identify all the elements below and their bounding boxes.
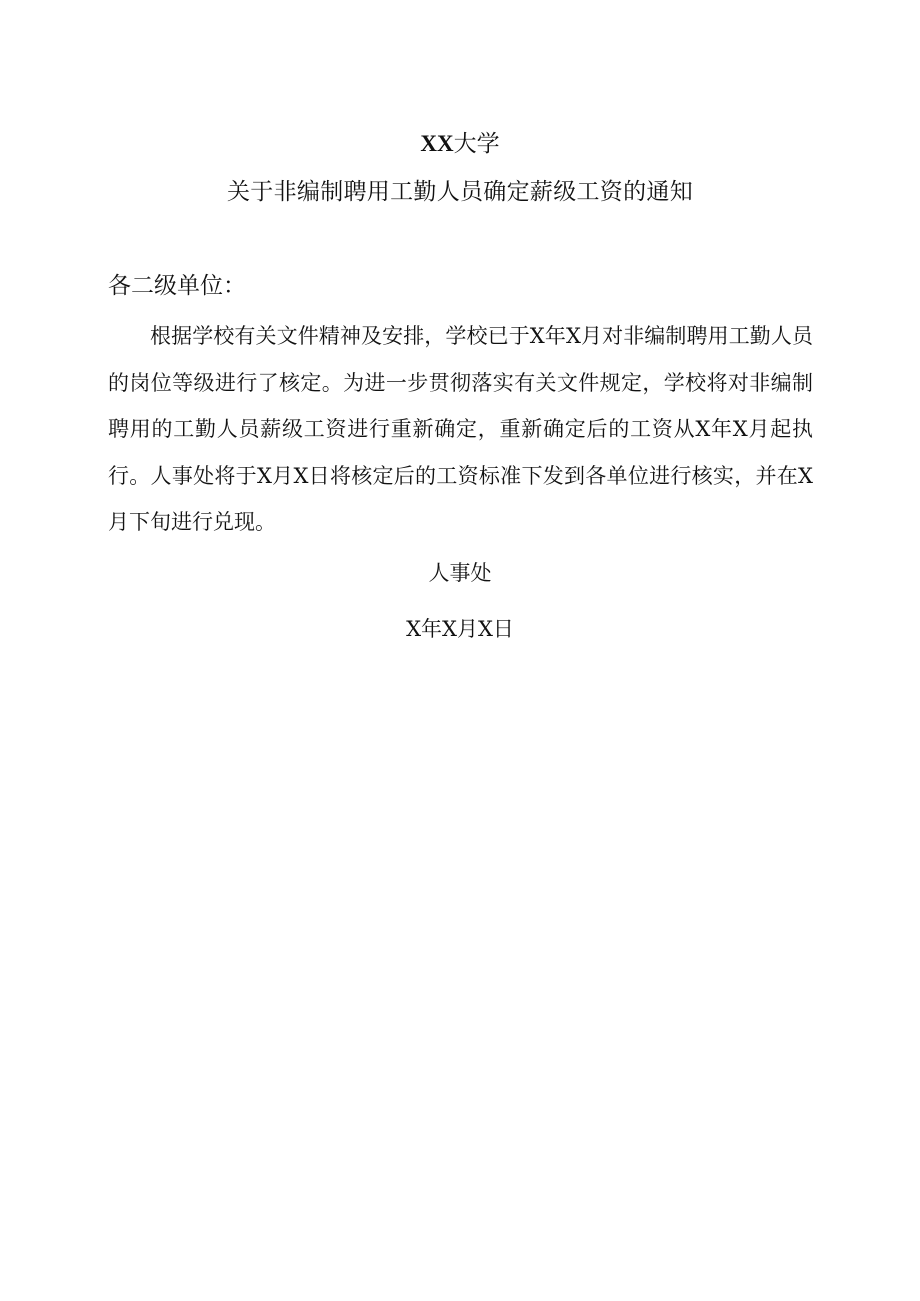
notice-body-paragraph: 根据学校有关文件精神及安排，学校已于X年X月对非编制聘用工勤人员的岗位等级进行了核定。为进一步贯彻落实有关文件规定，学校将对非编制聘用的工勤人员薪级工资进行重新确定，重新确定后的工资从X年X月起执行。人事处将于X月X日将核定后的工资标准下发到各单位进行核实，并在X月下旬进行兑现。 xyxy=(108,324,813,534)
signature-date: X年X月X日 xyxy=(406,617,514,641)
document-university-title xyxy=(0,126,920,162)
university-name-suffix: 大学 xyxy=(453,131,500,157)
signature-department: 人事处 xyxy=(428,561,492,585)
salutation: 各二级单位： xyxy=(108,273,246,299)
notice-title: 关于非编制聘用工勤人员确定薪级工资的通知 xyxy=(227,179,693,205)
university-name-prefix: XX xyxy=(420,131,454,156)
